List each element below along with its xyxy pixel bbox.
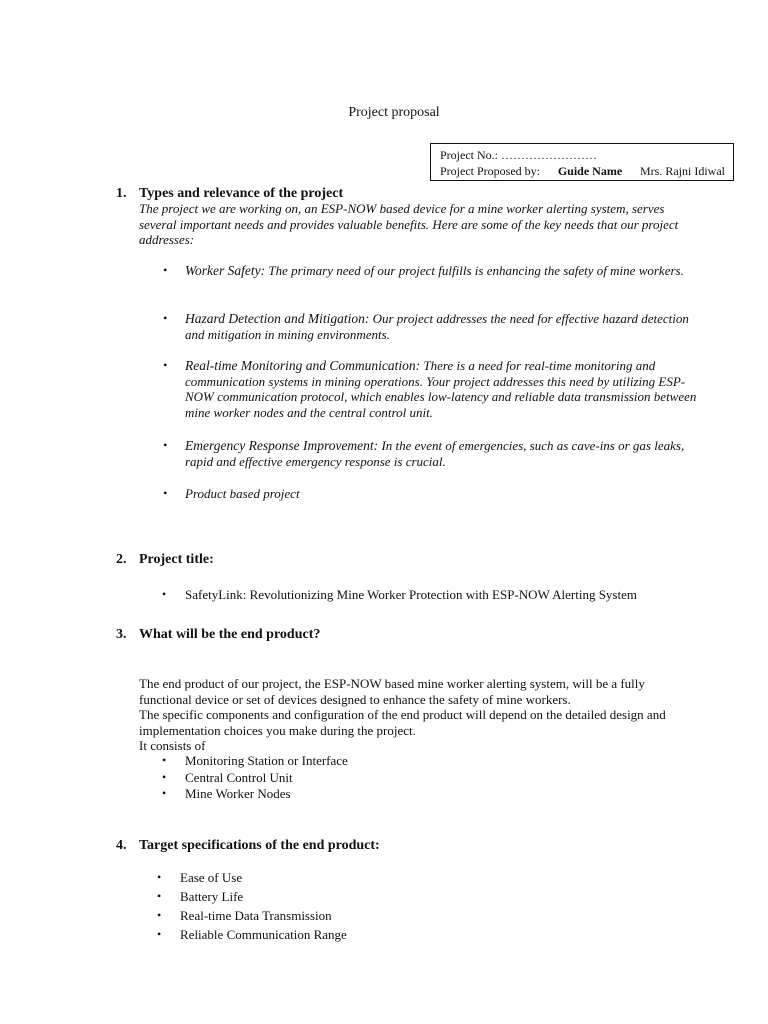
list-item bbox=[163, 358, 703, 420]
list-item-lead: Emergency Response Improvement: bbox=[185, 438, 379, 453]
project-no-value: …………………… bbox=[501, 148, 597, 162]
list-item-text: Mine Worker Nodes bbox=[185, 786, 291, 801]
section-1-intro: The project we are working on, an ESP-NOW based device for a mine worker alerting system, serves several important needs and provides valuable benefits. Here are some of the key needs that our project addresses: bbox=[139, 201, 679, 247]
list-item-text: Reliable Communication Range bbox=[180, 927, 347, 942]
list-item bbox=[157, 889, 557, 905]
proposed-by-row bbox=[440, 163, 725, 179]
list-item-text: Central Control Unit bbox=[185, 770, 293, 785]
section-heading-text: Types and relevance of the project bbox=[139, 186, 344, 201]
list-item-lead: Hazard Detection and Mitigation: bbox=[185, 311, 370, 326]
document-title: Project proposal bbox=[348, 105, 440, 120]
guide-name-value: Mrs. Rajni Idiwal bbox=[640, 164, 725, 178]
list-item bbox=[162, 753, 562, 769]
list-item bbox=[162, 587, 722, 603]
section-3-heading bbox=[116, 626, 320, 644]
section-heading-text: Project title: bbox=[139, 552, 214, 567]
paragraph-line: It consists of bbox=[139, 738, 206, 753]
list-item-text: Our project addresses the need for effective hazard detection and mitigation in mining environments. bbox=[185, 311, 689, 342]
paragraph-line: The end product of our project, the ESP-NOW based mine worker alerting system, will be a fully functional device or set of devices designed to enhance the safety of mine workers. bbox=[139, 676, 645, 707]
section-number: 2. bbox=[116, 552, 127, 567]
bullet-icon: • bbox=[157, 870, 162, 884]
section-3-paragraph bbox=[139, 676, 697, 754]
list-item bbox=[163, 263, 703, 279]
list-item bbox=[163, 486, 703, 502]
bullet-icon: • bbox=[162, 587, 167, 601]
list-item bbox=[163, 311, 703, 342]
list-item-text: Product based project bbox=[185, 486, 300, 501]
proposed-by-label: Project Proposed by: bbox=[440, 164, 540, 178]
list-item-lead: Worker Safety: bbox=[185, 263, 266, 278]
section-number: 1. bbox=[116, 186, 127, 201]
bullet-icon: • bbox=[162, 753, 167, 767]
section-2-heading bbox=[116, 551, 214, 569]
list-item bbox=[157, 870, 557, 886]
bullet-icon: • bbox=[163, 438, 168, 452]
section-number: 3. bbox=[116, 627, 127, 642]
section-heading-text: Target specifications of the end product: bbox=[139, 838, 380, 853]
list-item bbox=[162, 770, 562, 786]
bullet-icon: • bbox=[162, 770, 167, 784]
bullet-icon: • bbox=[163, 358, 168, 372]
list-item-text: The primary need of our project fulfills is enhancing the safety of mine workers. bbox=[265, 263, 684, 278]
list-item bbox=[157, 908, 557, 924]
bullet-icon: • bbox=[163, 263, 168, 277]
list-item-text: Ease of Use bbox=[180, 870, 243, 885]
list-item-text: Monitoring Station or Interface bbox=[185, 753, 348, 768]
list-item bbox=[157, 927, 557, 943]
bullet-icon: • bbox=[157, 927, 162, 941]
list-item bbox=[162, 786, 562, 802]
bullet-icon: • bbox=[163, 311, 168, 325]
section-4-heading bbox=[116, 837, 380, 855]
project-title-text: SafetyLink: Revolutionizing Mine Worker Protection with ESP-NOW Alerting System bbox=[185, 587, 637, 602]
list-item-text: Battery Life bbox=[180, 889, 244, 904]
bullet-icon: • bbox=[162, 786, 167, 800]
bullet-icon: • bbox=[157, 908, 162, 922]
guide-name-label: Guide Name bbox=[557, 164, 623, 178]
paragraph-line: The specific components and configuration of the end product will depend on the detailed design and implementation choices you make during the project. bbox=[139, 707, 666, 738]
project-info-box bbox=[430, 143, 734, 181]
bullet-icon: • bbox=[157, 889, 162, 903]
section-heading-text: What will be the end product? bbox=[139, 627, 321, 642]
list-item-text: Real-time Data Transmission bbox=[180, 908, 332, 923]
list-item-text: There is a need for real-time monitoring and communication systems in mining operations. Your project addresses this need by utilizing ESP-NOW communication protocol, which enables low-latency and reliable data transmission between mine worker nodes and the central control unit. bbox=[185, 358, 697, 420]
list-item-text: In the event of emergencies, such as cave-ins or gas leaks, rapid and effective emergency response is crucial. bbox=[185, 438, 685, 469]
project-no-label: Project No.: bbox=[440, 148, 498, 162]
bullet-icon: • bbox=[163, 486, 168, 500]
list-item bbox=[163, 438, 703, 469]
section-number: 4. bbox=[116, 838, 127, 853]
list-item-lead: Real-time Monitoring and Communication: bbox=[185, 358, 421, 373]
project-no-row bbox=[440, 147, 725, 163]
